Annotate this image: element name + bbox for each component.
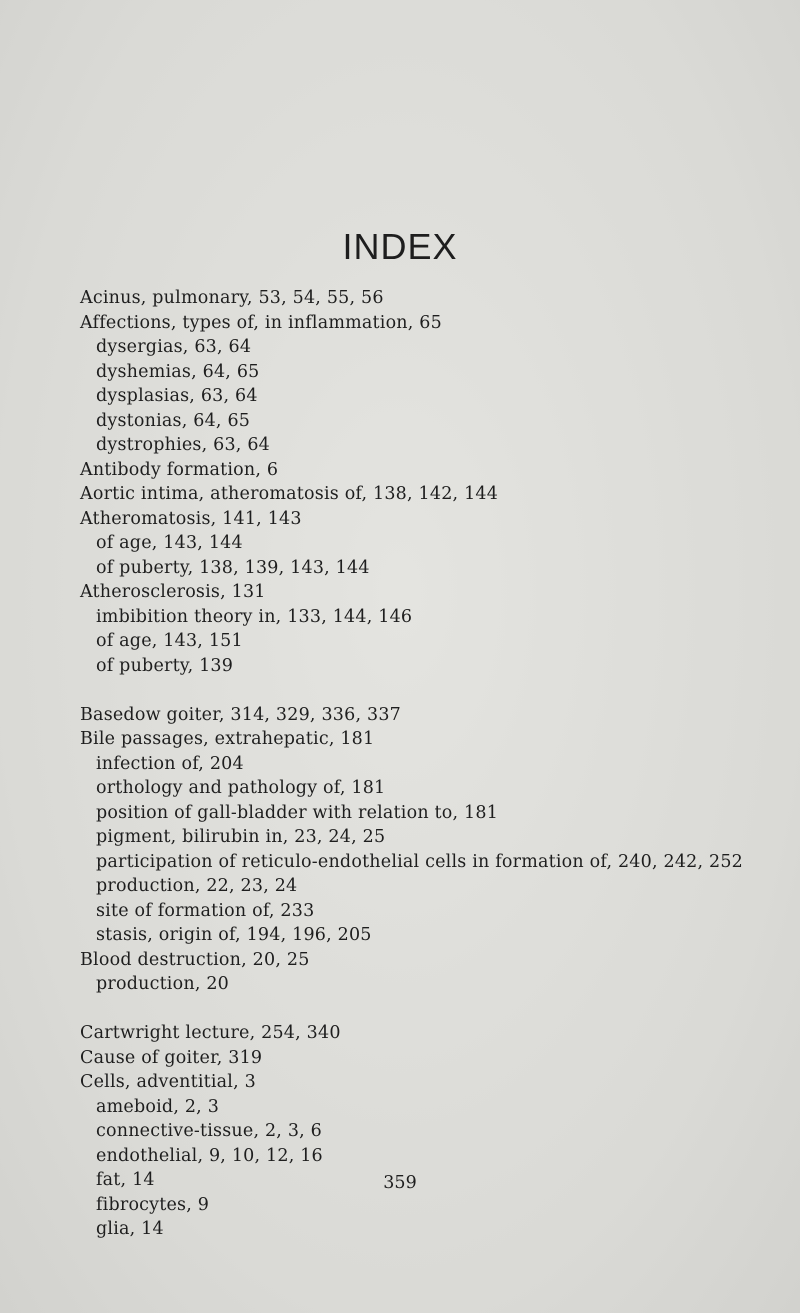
index-entry: Cells, adventitial, 3: [80, 1072, 256, 1092]
index-subentry: fat, 14: [96, 1170, 155, 1190]
page-title: INDEX: [342, 226, 458, 267]
index-subentry: orthology and pathology of, 181: [96, 778, 386, 798]
index-subentry: infection of, 204: [96, 753, 244, 774]
index-subentry: stasis, origin of, 194, 196, 205: [96, 925, 372, 945]
index-subentry: of age, 143, 151: [96, 631, 243, 651]
index-subentry: dystrophies, 63, 64: [96, 435, 270, 455]
index-subentry: endothelial, 9, 10, 12, 16: [96, 1145, 323, 1166]
page-number: 359: [383, 1173, 417, 1193]
group-spacer: [80, 678, 800, 703]
index-subentry: site of formation of, 233: [96, 900, 315, 921]
index-entry: Affections, types of, in inflammation, 65: [80, 312, 442, 333]
index-entry: Cartwright lecture, 254, 340: [80, 1023, 341, 1043]
index-entry: Basedow goiter, 314, 329, 336, 337: [80, 704, 401, 725]
index-subentry: participation of reticulo-endothelial cells in formation of, 240, 242, 252: [96, 851, 744, 872]
index-subentry: connective-tissue, 2, 3, 6: [96, 1121, 323, 1141]
index-subentry: dyshemias, 64, 65: [96, 361, 260, 382]
index-subentry: dystonias, 64, 65: [96, 410, 251, 431]
index-entry: Antibody formation, 6: [80, 459, 279, 480]
index-subentry: production, 20: [96, 974, 230, 994]
index-entry: Bile passages, extrahepatic, 181: [80, 729, 375, 749]
index-entry: Aortic intima, atheromatosis of, 138, 142, 144: [80, 484, 499, 504]
index-subentry: dysplasias, 63, 64: [96, 386, 258, 406]
index-entry: Atherosclerosis, 131: [80, 582, 266, 602]
index-subentry: of puberty, 138, 139, 143, 144: [96, 557, 370, 578]
index-subentry: fibrocytes, 9: [96, 1194, 210, 1215]
index-subentry: position of gall-bladder with relation to, 181: [96, 802, 499, 823]
index-subentry: of puberty, 139: [96, 655, 234, 676]
index-subentry: dysergias, 63, 64: [96, 337, 252, 357]
index-subentry: pigment, bilirubin in, 23, 24, 25: [96, 827, 386, 847]
group-spacer: [80, 997, 800, 1022]
index-subentry: of age, 143, 144: [96, 533, 243, 553]
index-entries: [80, 286, 800, 1242]
index-subentry: imbibition theory in, 133, 144, 146: [96, 606, 413, 627]
index-subentry: glia, 14: [96, 1219, 164, 1239]
index-entry: Blood destruction, 20, 25: [80, 949, 310, 970]
index-subentry: ameboid, 2, 3: [96, 1096, 220, 1117]
index-entry: Atheromatosis, 141, 143: [80, 508, 302, 529]
index-entry: Acinus, pulmonary, 53, 54, 55, 56: [80, 288, 384, 308]
index-subentry: production, 22, 23, 24: [96, 876, 298, 896]
index-entry: Cause of goiter, 319: [80, 1047, 263, 1068]
